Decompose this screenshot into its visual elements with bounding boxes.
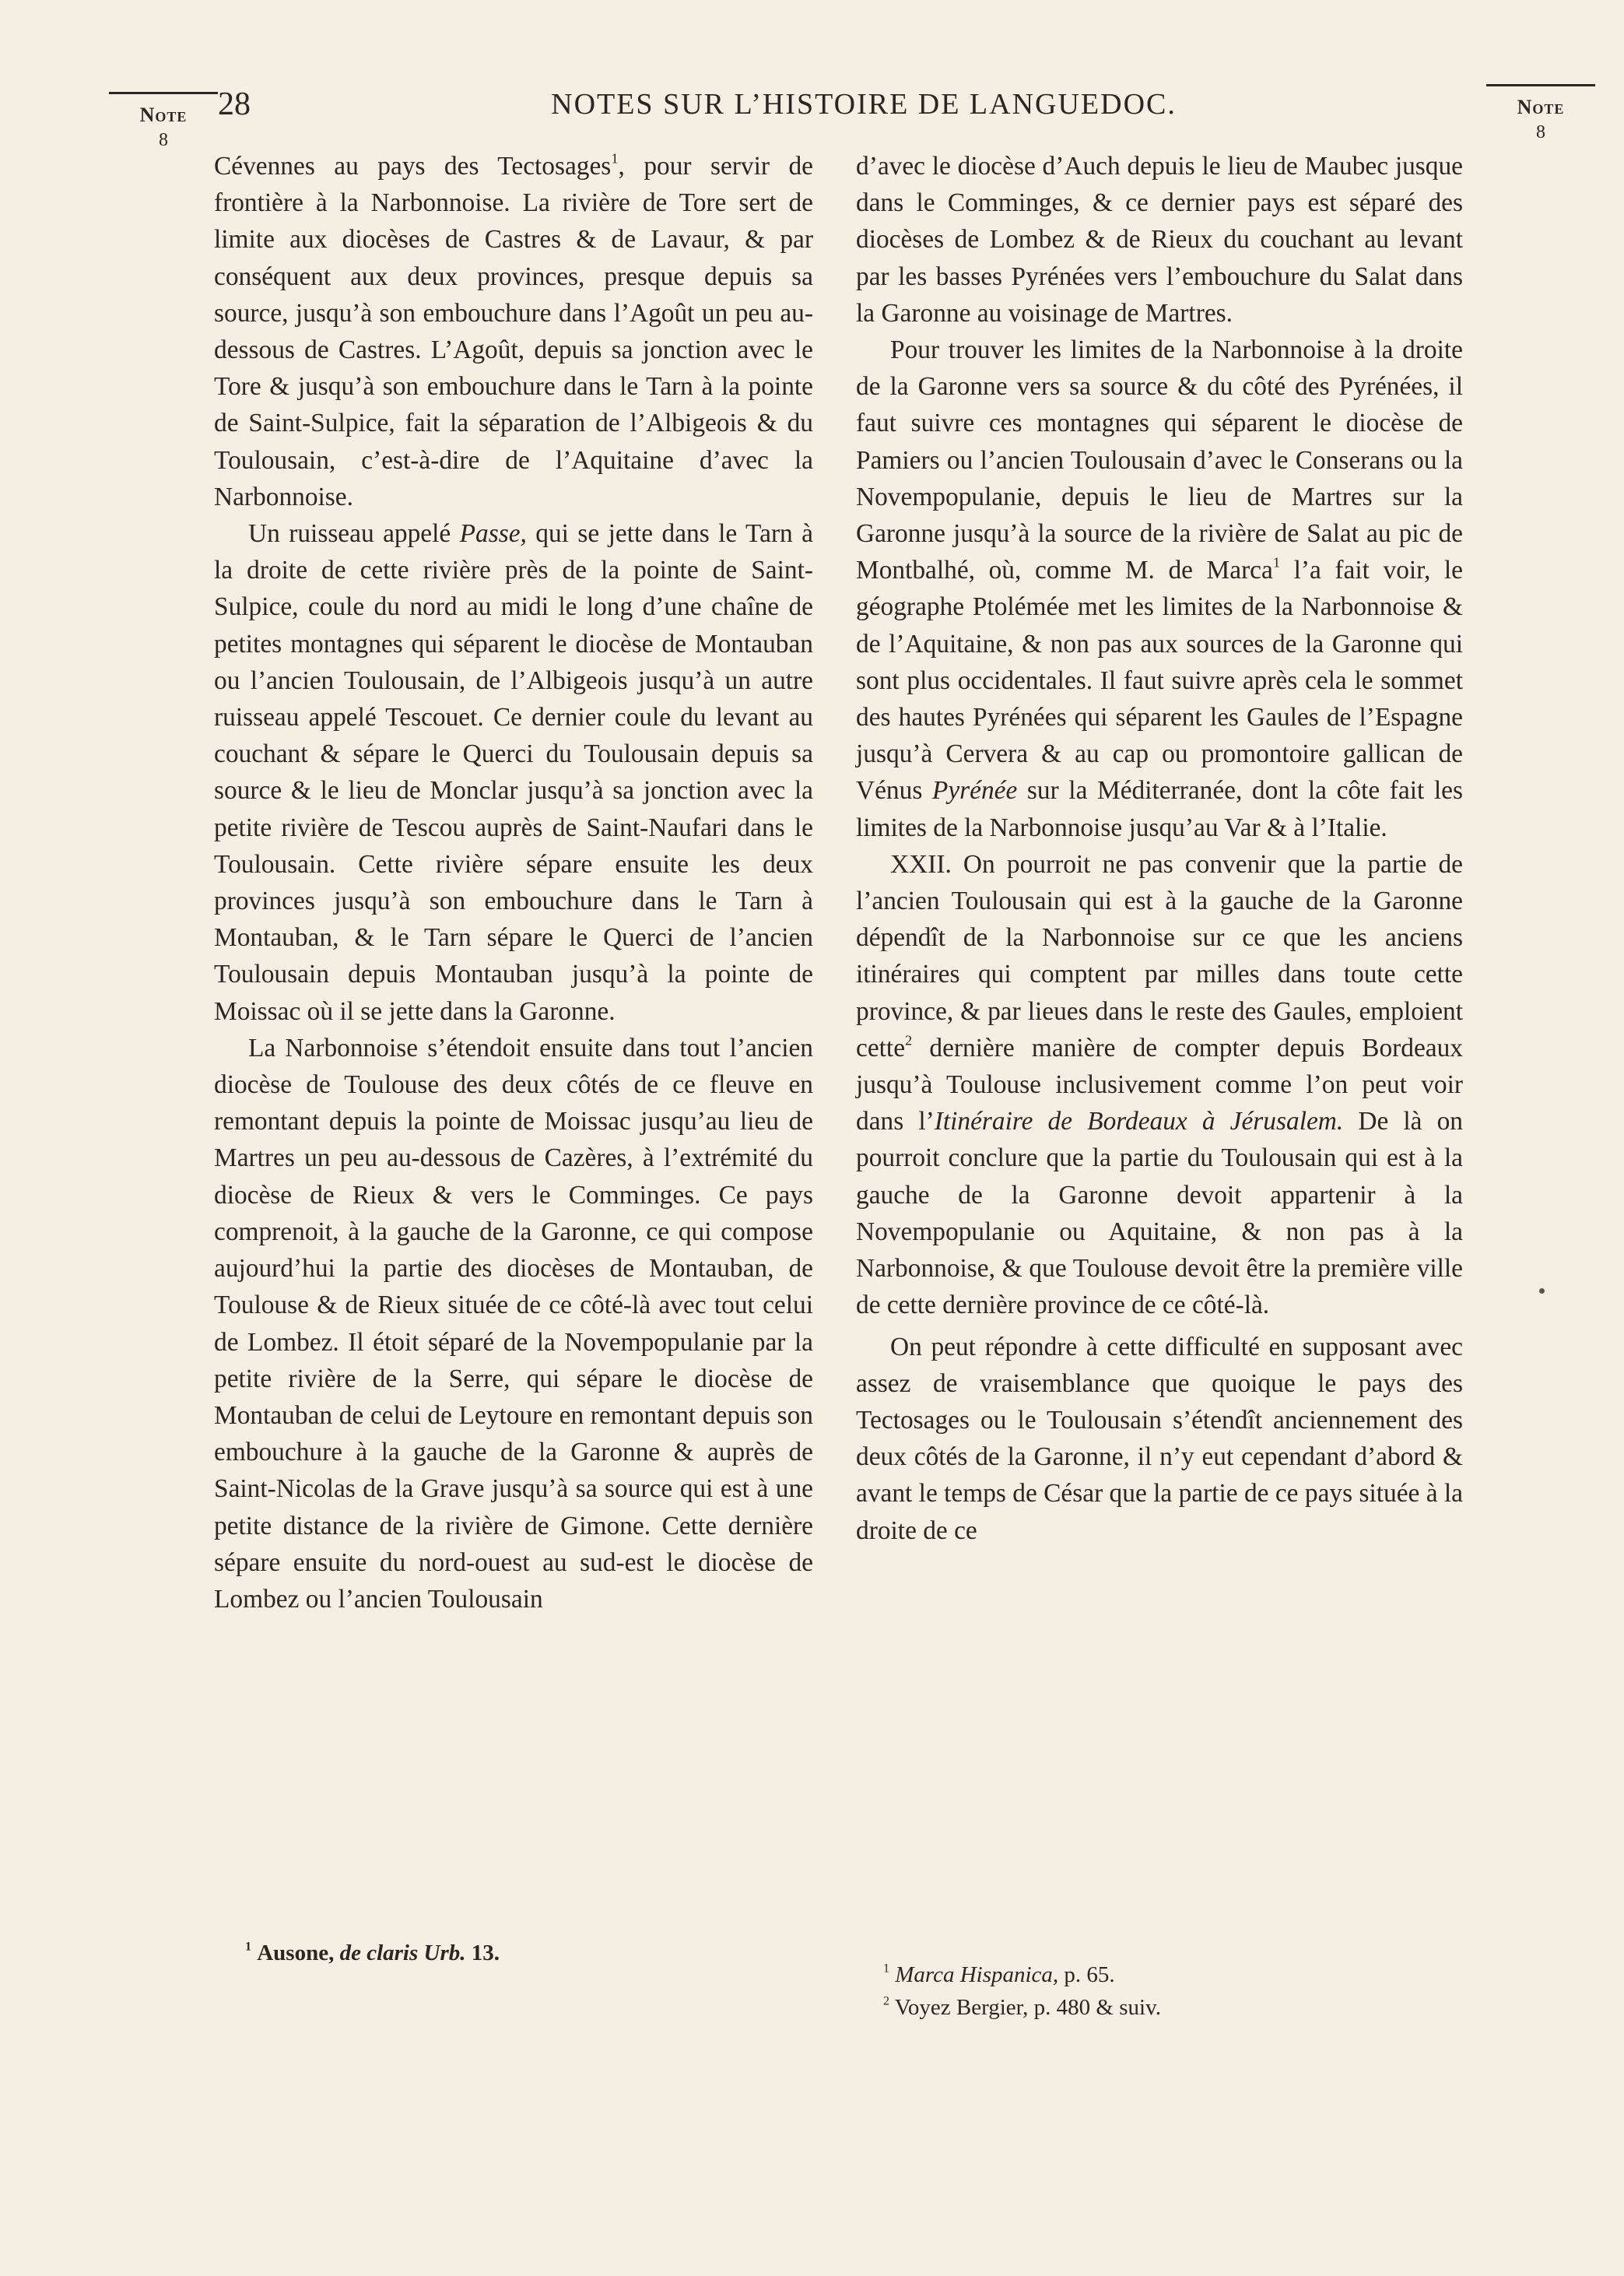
right-text-column bbox=[856, 148, 1463, 1549]
footnotes-right bbox=[883, 1958, 1443, 2024]
footnote-ref: 2 bbox=[905, 1032, 913, 1048]
margin-rule bbox=[109, 92, 218, 94]
footnotes-left bbox=[245, 1937, 790, 1969]
footnote: $^1$ Marca Hispanica, p. 65. bbox=[883, 1962, 1115, 1987]
running-head-title: NOTES SUR L’HISTOIRE DE LANGUEDOC. bbox=[551, 88, 1177, 121]
margin-note-right bbox=[1486, 84, 1595, 143]
page-number: 28 bbox=[218, 86, 251, 122]
margin-note-label: Note bbox=[1517, 96, 1565, 118]
paragraph: d’avec le diocèse d’Auch depuis le lieu de Maubec jusque dans le Comminges, & ce dernier pays est séparé des diocèses de Lombez & de Rieux du couchant au levant par les basses Pyrénées vers l’embouchure du Salat dans la Garonne au voisinage de Martres. bbox=[856, 152, 1463, 328]
footnote: $^2$ Voyez Bergier, p. 480 & suiv. bbox=[883, 1994, 1161, 2020]
footnote: $^1$ Ausone, de claris Urb. 13. bbox=[245, 1940, 500, 1965]
margin-note-number: 8 bbox=[1536, 122, 1545, 142]
paragraph: XXII. On pourroit ne pas convenir que la partie de l’ancien Toulousain qui est à la gauche de la Garonne dépendît de la Narbonnoise sur ce que les anciens itinéraires qui comptent par milles dans toute cette province, & par lieues dans le reste des Gaules, emploient cette$^2$ dernière manière de compter depuis Bordeaux jusqu’à Toulouse inclusivement comme l’on peut voir dans l’Itinéraire de Bordeaux à Jérusalem. De là on pourroit conclure que la partie du Toulousain qui est à la gauche de la Garonne devoit appartenir à la Novempopulanie ou Aquitaine, & non pas à la Narbonnoise, & que Toulouse devoit être la première ville de cette dernière province de ce côté-là. bbox=[856, 849, 1464, 1320]
paragraph: Un ruisseau appelé Passe, qui se jette dans le Tarn à la droite de cette rivière près de la pointe de Saint-Sulpice, coule du nord au midi le long d’une chaîne de petites montagnes qui séparent le diocèse de Montauban ou l’ancien Toulousain, de l’Albigeois jusqu’à un autre ruisseau appelé Tescouet. Ce dernier coule du levant au couchant & sépare le Querci du Toulousain depuis sa source & le lieu de Monclar jusqu’à sa jonction avec la petite rivière de Tescou auprès de Saint-Naufari dans le Toulousain. Cette rivière sépare ensuite les deux provinces jusqu’à son embouchure dans le Tarn à Montauban, & le Tarn sépare le Querci de l’ancien Toulousain depuis Montauban jusqu’à la pointe de Moissac où il se jette dans la Garonne. bbox=[214, 519, 813, 1026]
footnote-ref: 1 bbox=[611, 150, 619, 167]
left-text-column bbox=[214, 148, 813, 1617]
paper-speck bbox=[1539, 1288, 1545, 1294]
margin-rule bbox=[1486, 84, 1595, 86]
footnote-ref: 1 bbox=[1272, 554, 1281, 571]
margin-note-number: 8 bbox=[159, 130, 168, 150]
paragraph: Pour trouver les limites de la Narbonnoise à la droite de la Garonne vers sa source & du côté des Pyrénées, il faut suivre ces montagnes qui séparent le diocèse de Pamiers ou l’ancien Toulousain d’avec le Conserans ou la Novempopulanie, depuis le lieu de Martres sur la Garonne jusqu’à la source de la rivière de Salat au pic de Montbalhé, où, comme M. de Marca$^1$ l’a fait voir, le géographe Ptolémée met les limites de la Narbonnoise & de l’Aquitaine, & non pas aux sources de la Garonne qui sont plus occidentales. Il faut suivre après cela le sommet des hautes Pyrénées qui séparent les Gaules de l’Espagne jusqu’à Cervera & au cap ou promontoire gallican de Vénus Pyrénée sur la Méditerranée, dont la côte fait les limites de la Narbonnoise jusqu’au Var & à l’Italie. bbox=[856, 335, 1463, 842]
paragraph: On peut répondre à cette difficulté en supposant avec assez de vraisemblance que quoique le pays des Tectosages ou le Toulousain s’étendît anciennement des deux côtés de la Garonne, il n’y eut cependant d’abord & avant le temps de César que la partie de ce pays située à la droite de ce bbox=[856, 1332, 1463, 1545]
paragraph: Cévennes au pays des Tectosages$^1$, pour servir de frontière à la Narbonnoise. La rivière de Tore sert de limite aux diocèses de Castres & de Lavaur, & par conséquent aux deux provinces, presque depuis sa source, jusqu’à son embouchure dans l’Agoût un peu au-dessous de Castres. L’Agoût, depuis sa jonction avec le Tore & jusqu’à son embouchure dans le Tarn à la pointe de Saint-Sulpice, fait la séparation de l’Albigeois & du Toulousain, c’est-à-dire de l’Aquitaine d’avec la Narbonnoise. bbox=[214, 150, 813, 511]
paragraph: La Narbonnoise s’étendoit ensuite dans tout l’ancien diocèse de Toulouse des deux côtés de ce fleuve en remontant depuis la pointe de Moissac jusqu’au lieu de Martres un peu au-dessous de Cazères, à l’extrémité du diocèse de Rieux & vers le Comminges. Ce pays comprenoit, à la gauche de la Garonne, ce qui compose aujourd’hui la partie des diocèses de Montauban, de Toulouse & de Rieux située de ce côté-là avec tout celui de Lombez. Il étoit séparé de la Novempopulanie par la petite rivière de la Serre, qui sépare le diocèse de Montauban de celui de Leytoure en remontant depuis son embouchure à la gauche de la Garonne & auprès de Saint-Nicolas de la Grave jusqu’à sa source qui est à une petite distance de la rivière de Gimone. Cette dernière sépare ensuite du nord-ouest au sud-est le diocèse de Lombez ou l’ancien Toulousain bbox=[214, 1033, 813, 1614]
margin-note-label: Note bbox=[139, 104, 188, 126]
margin-note-left bbox=[109, 92, 218, 151]
